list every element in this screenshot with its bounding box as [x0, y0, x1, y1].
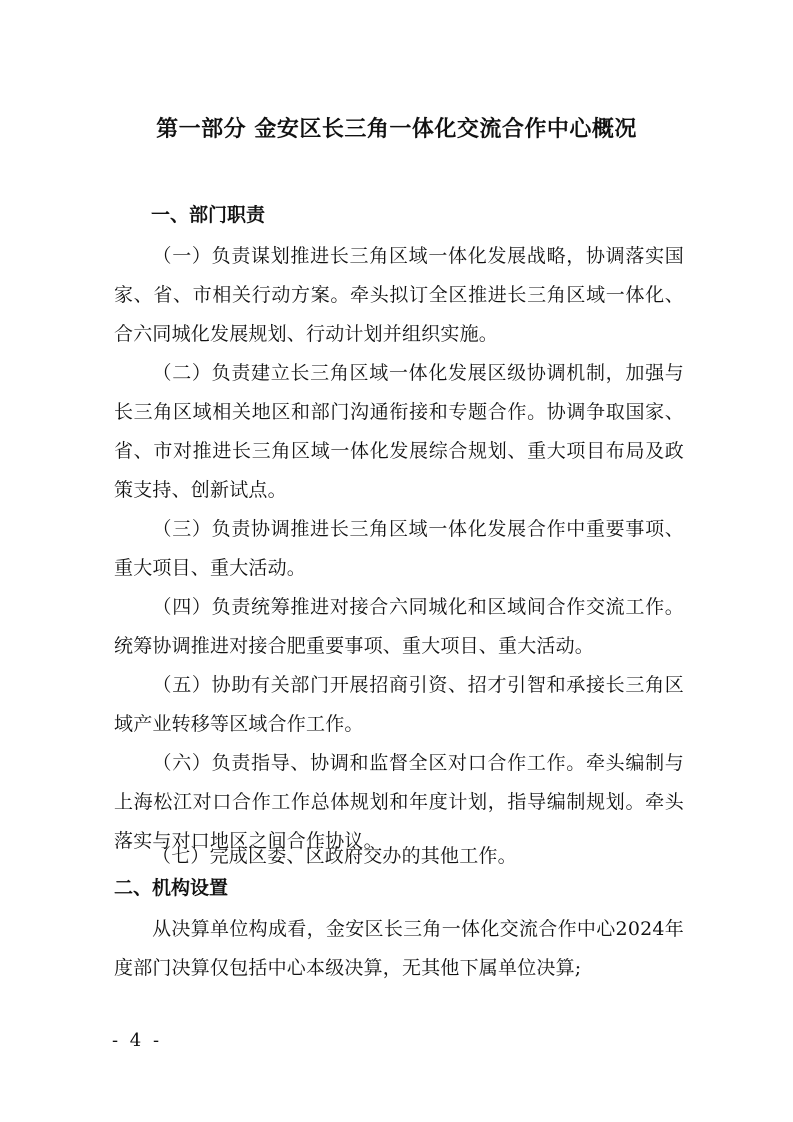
page-title: 第一部分 金安区长三角一体化交流合作中心概况: [156, 117, 637, 142]
section-heading-duties: 一、部门职责: [151, 204, 266, 226]
duty-item-5: （五）协助有关部门开展招商引资、招才引智和承接长三角区域产业转移等区域合作工作。: [114, 674, 684, 735]
duty-item-7: （七）完成区委、区政府交办的其他工作。: [152, 845, 517, 867]
duty-item-2: （二）负责建立长三角区域一体化发展区级协调机制，加强与长三角区域相关地区和部门沟通衔接和专题合作。协调争取国家、省、市对推进长三角区域一体化发展综合规划、重大项目布局及政策支持、创新试点。: [114, 362, 684, 501]
duty-item-6: （六）负责指导、协调和监督全区对口合作工作。牵头编制与上海松江对口合作工作总体规划和年度计划，指导编制规划。牵头落实与对口地区之间合作协议。: [114, 752, 684, 852]
page-number: - 4 -: [112, 1030, 163, 1051]
structure-paragraph: 从决算单位构成看，金安区长三角一体化交流合作中心2024年度部门决算仅包括中心本级决算，无其他下属单位决算;: [114, 918, 684, 979]
duty-item-3: （三）负责协调推进长三角区域一体化发展合作中重要事项、重大项目、重大活动。: [114, 518, 684, 579]
section-heading-structure: 二、机构设置: [114, 877, 229, 899]
duty-item-4: （四）负责统筹推进对接合六同城化和区域间合作交流工作。统筹协调推进对接合肥重要事项、重大项目、重大活动。: [114, 596, 684, 657]
duty-item-1: （一）负责谋划推进长三角区域一体化发展战略，协调落实国家、省、市相关行动方案。牵头拟订全区推进长三角区域一体化、合六同城化发展规划、行动计划并组织实施。: [114, 245, 684, 345]
